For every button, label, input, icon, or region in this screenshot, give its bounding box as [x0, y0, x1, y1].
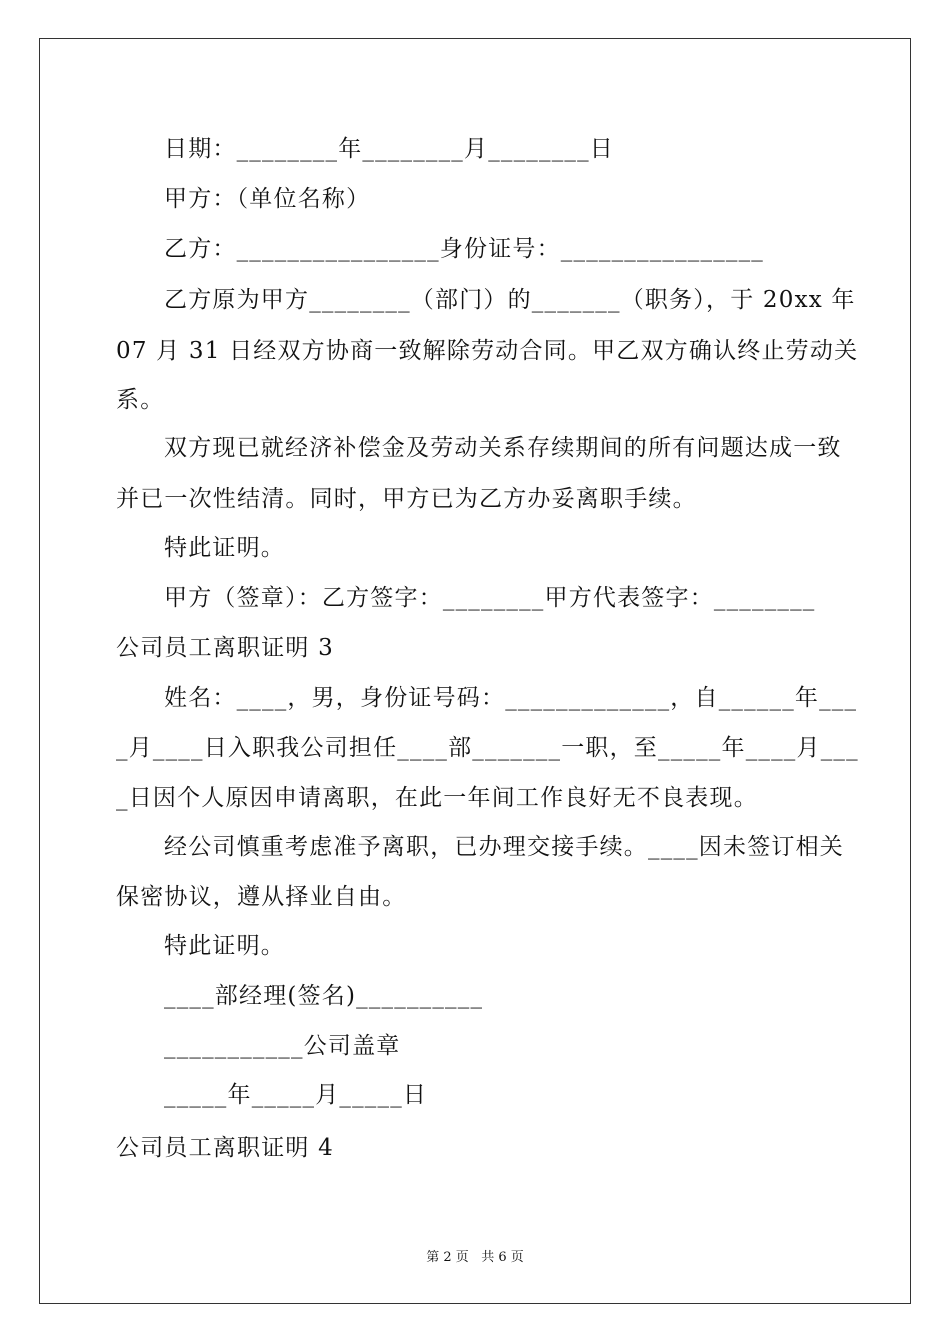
- party-b-line: 乙方：________________身份证号：________________: [164, 236, 764, 262]
- paragraph-line: 保密协议，遵从择业自由。: [116, 884, 407, 910]
- date-line: _____年_____月_____日: [164, 1082, 428, 1108]
- date-line: 日期：________年________月________日: [164, 136, 614, 162]
- party-a-line: 甲方：（单位名称）: [164, 186, 371, 212]
- paragraph-line: 姓名：____，男，身份证号码：_____________，自______年___: [164, 685, 858, 711]
- company-seal-line: ___________公司盖章: [164, 1033, 401, 1059]
- paragraph-line: _月____日入职我公司担任____部_______一职，至_____年____月___: [116, 735, 859, 761]
- certify-line: 特此证明。: [164, 933, 285, 959]
- paragraph-line: 经公司慎重考虑准予离职，已办理交接手续。____因未签订相关: [164, 834, 844, 860]
- paragraph-line: 乙方原为甲方________（部门）的_______（职务），于 20xx 年: [164, 287, 856, 313]
- certify-line: 特此证明。: [164, 535, 285, 561]
- section-heading: 公司员工离职证明 3: [116, 635, 334, 661]
- paragraph-line: 07 月 31 日经双方协商一致解除劳动合同。甲乙双方确认终止劳动关: [116, 338, 859, 364]
- paragraph-line: 并已一次性结清。同时，甲方已为乙方办妥离职手续。: [116, 486, 697, 512]
- paragraph-line: _日因个人原因申请离职，在此一年间工作良好无不良表现。: [116, 785, 758, 811]
- manager-signature-line: ____部经理(签名)__________: [164, 983, 484, 1009]
- page-footer: 第 2 页 共 6 页: [426, 1250, 524, 1265]
- page-border: [39, 38, 911, 1304]
- paragraph-line: 系。: [116, 387, 165, 413]
- paragraph-line: 双方现已就经济补偿金及劳动关系存续期间的所有问题达成一致: [164, 435, 842, 461]
- section-heading: 公司员工离职证明 4: [116, 1135, 334, 1161]
- signature-line: 甲方（签章）：乙方签字：________甲方代表签字：________: [164, 585, 816, 611]
